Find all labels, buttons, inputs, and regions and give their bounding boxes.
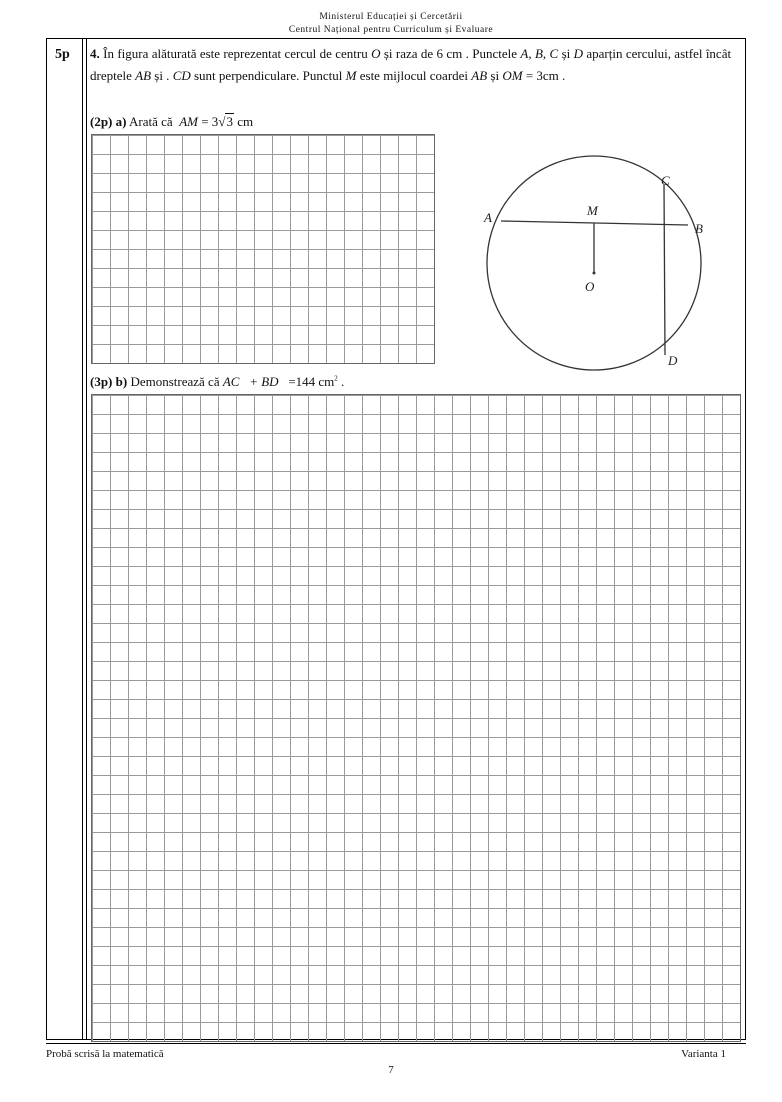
chord-CD bbox=[664, 185, 665, 355]
question-a-lhs: AM bbox=[179, 114, 198, 129]
label-B: B bbox=[695, 221, 703, 236]
footer-exam-title: Probă scrisă la matematică bbox=[46, 1048, 164, 1060]
vars-ABC: A, B, C bbox=[520, 46, 559, 61]
problem-number: 4. bbox=[90, 46, 100, 61]
points-badge: 5p bbox=[55, 47, 70, 62]
footer-divider bbox=[46, 1043, 746, 1044]
question-b-expr-3: =144 cm bbox=[288, 374, 335, 389]
label-O: O bbox=[585, 279, 595, 294]
sqrt-radicand: 3 bbox=[226, 114, 233, 129]
question-a-label: (2p) a) bbox=[90, 114, 127, 129]
header-ministry: Ministerul Educației și Cercetării bbox=[319, 12, 463, 22]
page-number: 7 bbox=[388, 1064, 394, 1076]
column-separator bbox=[82, 39, 87, 1039]
problem-text-5: și . bbox=[154, 68, 170, 83]
problem-text-9: = 3cm . bbox=[525, 68, 566, 83]
var-OM: OM bbox=[502, 68, 523, 83]
question-b-text: Demonstrează că bbox=[130, 374, 220, 389]
sqrt-symbol: √3 bbox=[218, 114, 233, 129]
var-D: D bbox=[573, 46, 583, 61]
var-M: M bbox=[345, 68, 357, 83]
question-a-text: Arată că bbox=[129, 114, 173, 129]
question-b-end: . bbox=[341, 374, 345, 389]
question-a bbox=[90, 114, 253, 130]
problem-text-6: sunt perpendiculare. Punctul bbox=[194, 68, 343, 83]
label-A: A bbox=[484, 210, 492, 225]
label-C: C bbox=[661, 173, 670, 188]
problem-text-8: și bbox=[490, 68, 500, 83]
footer-variant: Varianta 1 bbox=[681, 1048, 726, 1060]
label-M: M bbox=[587, 203, 598, 218]
var-AB: AB bbox=[135, 68, 152, 83]
problem-text-1: În figura alăturată este reprezentat cercul de centru bbox=[103, 46, 368, 61]
problem-text-7: este mijlocul coardei bbox=[359, 68, 469, 83]
problem-text-2: și raza de 6 cm . Punctele bbox=[383, 46, 518, 61]
question-a-unit: cm bbox=[237, 114, 254, 129]
var-CD: CD bbox=[172, 68, 191, 83]
center-point bbox=[593, 272, 596, 275]
var-AB-2: AB bbox=[471, 68, 488, 83]
circle-figure bbox=[477, 129, 767, 368]
problem-text-3: și bbox=[561, 46, 571, 61]
problem-text-4: aparțin cercului, astfel încât dreptele bbox=[90, 46, 732, 83]
answer-grid-a[interactable] bbox=[91, 134, 435, 364]
header-center: Centrul Național pentru Curriculum și Evaluare bbox=[288, 25, 494, 35]
var-O: O bbox=[371, 46, 381, 61]
question-b-expr-1: AC bbox=[222, 374, 240, 389]
label-D: D bbox=[668, 353, 678, 368]
question-b bbox=[90, 374, 344, 390]
problem-frame bbox=[46, 39, 746, 1040]
question-b-expr-2: + BD bbox=[249, 374, 279, 389]
circle-figure-svg bbox=[477, 129, 767, 368]
question-a-eq: = 3 bbox=[201, 114, 219, 129]
question-b-label: (3p) b) bbox=[90, 374, 128, 389]
answer-grid-b[interactable] bbox=[91, 394, 741, 1042]
problem-statement bbox=[90, 43, 731, 87]
question-b-sup: 2 bbox=[334, 374, 338, 383]
